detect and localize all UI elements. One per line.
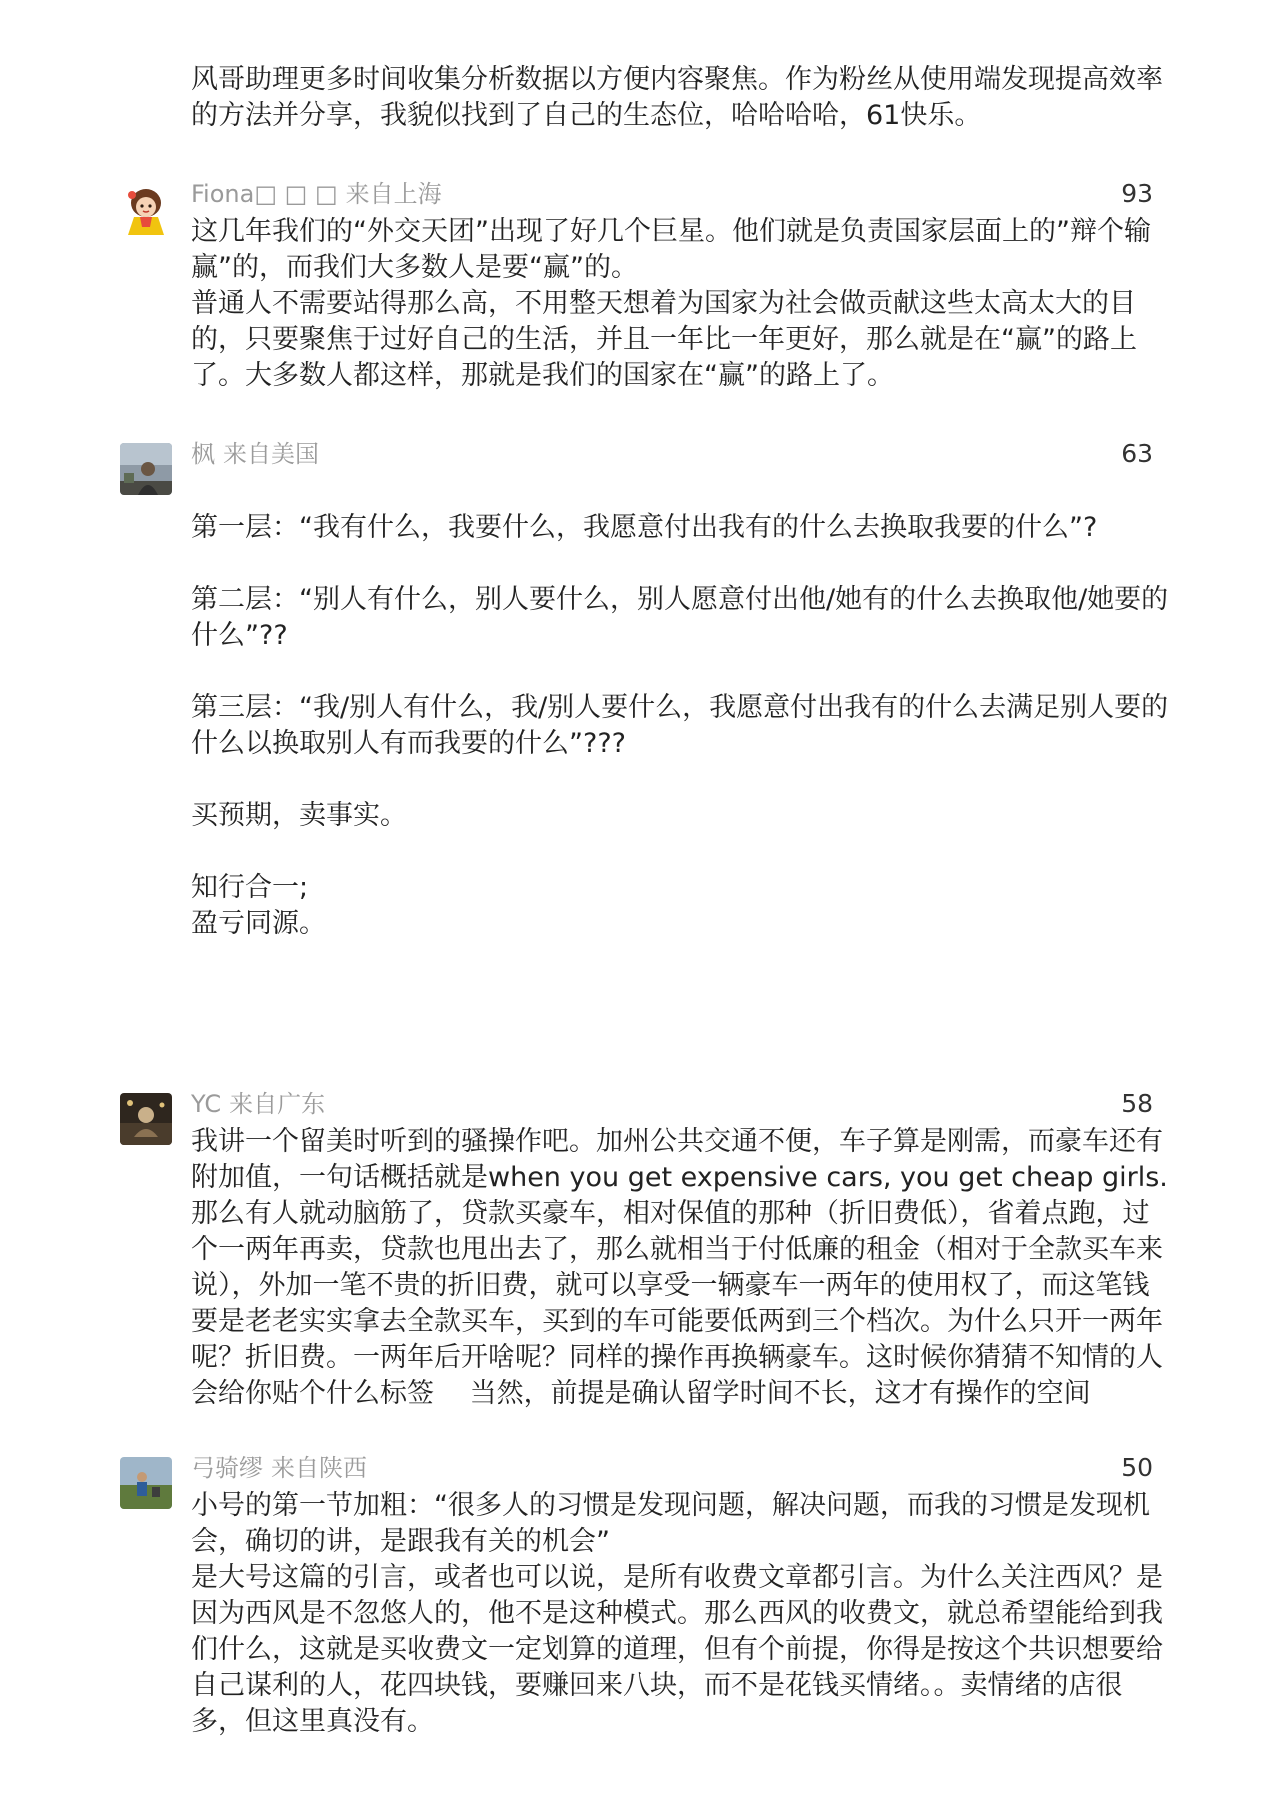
comment-paragraph <box>191 546 1176 582</box>
comment-body <box>191 1488 1176 1740</box>
username[interactable]: Fiona□ □ □ <box>191 180 338 208</box>
comment-body <box>191 1124 1176 1412</box>
comment-paragraph: 知行合一; <box>191 872 309 903</box>
comment-paragraph: 普通人不需要站得那么高，不用整天想着为国家为社会做贡献这些太高太大的目的，只要聚焦于过好自己的生活，并且一年比一年更好，那么就是在“赢”的路上了。大多数人都这样，那就是我们的国家在“赢”的路上了。 <box>191 288 1137 391</box>
location: 来自上海 <box>345 180 442 208</box>
intro-line: 的方法并分享，我貌似找到了自己的生态位，哈哈哈哈，61快乐。 <box>191 100 982 131</box>
location: 来自陕西 <box>271 1454 367 1482</box>
comment-body <box>191 474 1176 942</box>
dark-photo-avatar[interactable] <box>120 1093 172 1145</box>
comment-paragraph: 我讲一个留美时听到的骚操作吧。加州公共交通不便，车子算是刚需，而豪车还有附加值，一句话概括就是when you get expensive cars, you get cheap girls. 那么有人就动脑筋了，贷款买豪车，相对保值的那种（折旧费低），省着点跑，过个一两年再卖，贷款也甩出去了，那么就相当于付低廉的租金（相对于全款买车来说），外加一笔不贵的折旧费，就可以享受一辆豪车一两年的使用权了，而这笔钱要是老老实实拿去全款买车，买到的车可能要低两到三个档次。为什么只开一两年呢？折旧费。一两年后开啥呢？同样的操作再换辆豪车。这时候你猜猜不知情的人会给你贴个什么标签 当然，前提是确认留学时间不长，这才有操作的空间 <box>191 1126 1177 1409</box>
comment-paragraph: 这几年我们的“外交天团”出现了好几个巨星。他们就是负责国家层面上的”辩个输赢”的，而我们大多数人是要“赢”的。 <box>191 216 1151 283</box>
location: 来自广东 <box>229 1090 326 1118</box>
comment-paragraph <box>191 654 1176 690</box>
comment-meta <box>191 1452 367 1484</box>
comment-paragraph: 买预期，卖事实。 <box>191 800 407 831</box>
comment-meta <box>191 438 319 470</box>
comment-meta <box>191 1088 325 1120</box>
person-photo-avatar[interactable] <box>120 443 172 495</box>
comment-paragraph: 盈亏同源。 <box>191 908 326 939</box>
comment-paragraph: 第一层：“我有什么，我要什么，我愿意付出我有的什么去换取我要的什么”? <box>191 512 1098 543</box>
outdoor-photo-avatar[interactable] <box>120 1457 172 1509</box>
comment-paragraph: 第二层：“别人有什么，别人要什么，别人愿意付出他/她有的什么去换取他/她要的什么”?? <box>191 584 1169 651</box>
intro-line: 风哥助理更多时间收集分析数据以方便内容聚焦。作为粉丝从使用端发现提高效率 <box>191 64 1163 95</box>
location: 来自美国 <box>223 440 319 468</box>
comment-paragraph <box>191 834 1176 870</box>
comment-paragraph: 是大号这篇的引言，或者也可以说，是所有收费文章都引言。为什么关注西风？是因为西风是不忽悠人的，他不是这种模式。那么西风的收费文，就总希望能给到我们什么，这就是买收费文一定划算的道理，但有个前提，你得是按这个共识想要给自己谋利的人，花四块钱，要赚回来八块，而不是花钱买情绪。。卖情绪的店很多，但这里真没有。 <box>191 1562 1163 1737</box>
username[interactable]: 枫 <box>191 440 215 468</box>
intro-text <box>191 62 1176 134</box>
username[interactable]: YC <box>191 1090 222 1118</box>
comment-meta <box>191 178 442 210</box>
like-count[interactable]: 58 <box>1121 1089 1153 1118</box>
cartoon-girl-avatar[interactable] <box>120 183 172 235</box>
comment-paragraph: 小号的第一节加粗：“很多人的习惯是发现问题，解决问题，而我的习惯是发现机会，确切的讲，是跟我有关的机会” <box>191 1490 1150 1557</box>
comment-paragraph: 第三层：“我/别人有什么，我/别人要什么，我愿意付出我有的什么去满足别人要的什么以换取别人有而我要的什么”??? <box>191 692 1169 759</box>
comment-paragraph <box>191 474 1176 510</box>
like-count[interactable]: 93 <box>1121 179 1153 208</box>
comment-paragraph <box>191 762 1176 798</box>
like-count[interactable]: 50 <box>1121 1453 1153 1482</box>
comment-body <box>191 214 1176 394</box>
like-count[interactable]: 63 <box>1121 439 1153 468</box>
username[interactable]: 弓骑缪 <box>191 1454 263 1482</box>
